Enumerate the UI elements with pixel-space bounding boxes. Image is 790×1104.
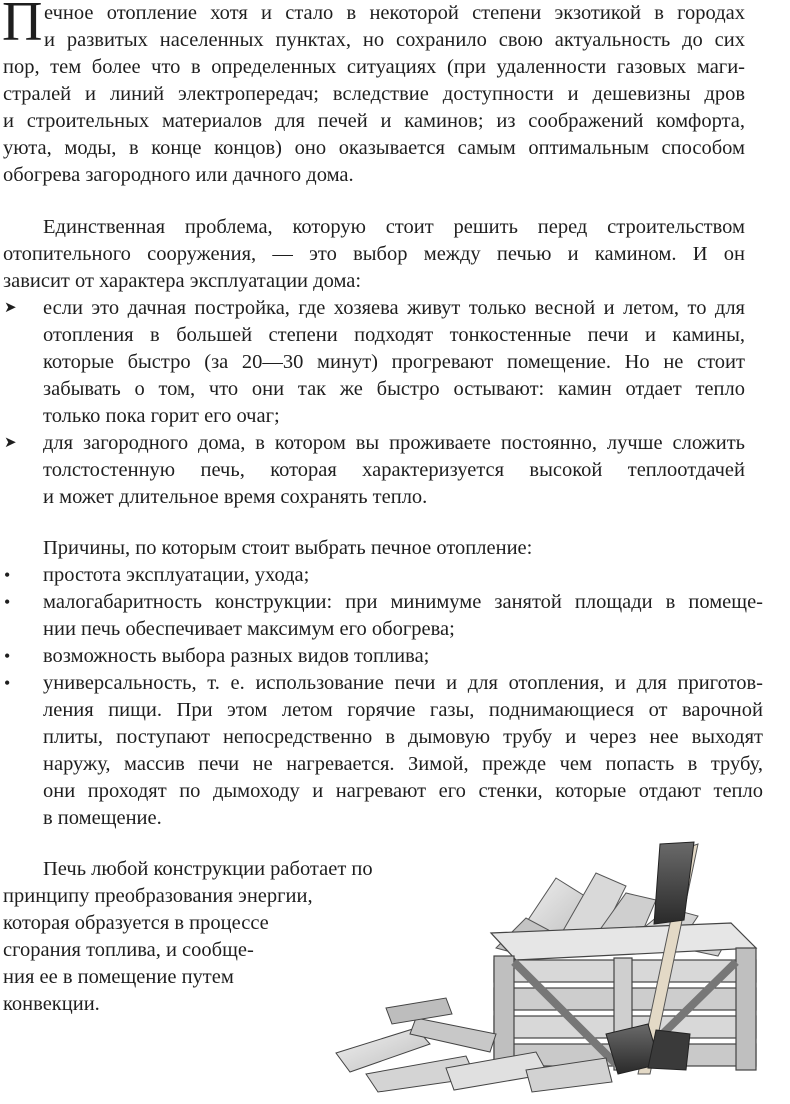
paragraph-line: и развитых населенных пунктах, но сохранило свою актуальность до сих — [44, 29, 745, 51]
firewood-axe-illustration — [326, 838, 774, 1096]
drop-cap: П — [2, 0, 43, 53]
bullet-icon: • — [4, 565, 11, 585]
list-item-line: универсальность, т. е. использование печи и для отопления, и для приготов- — [43, 672, 763, 694]
arrow-bullet-icon: ➤ — [4, 435, 17, 451]
list-item-line: если это дачная постройка, где хозяева живут только весной и летом, то для — [43, 297, 745, 319]
arrow-bullet-icon: ➤ — [4, 300, 17, 316]
paragraph-line: которая образуется в процессе — [3, 912, 269, 934]
list-item-line: толстостенную печь, которая характеризуется высокой теплоотдачей — [43, 459, 745, 481]
bullet-icon: • — [4, 646, 11, 666]
paragraph-line: стралей и линий электропередач; вследствие доступности и дешевизны дров — [3, 83, 745, 105]
paragraph-line: Причины, по которым стоит выбрать печное отопление: — [43, 537, 533, 559]
paragraph-line: принципу преобразования энергии, — [3, 885, 313, 907]
list-item-line: и может длительное время сохранять тепло. — [43, 486, 428, 508]
paragraph-line: уюта, моды, в конце концов) оно оказывается самым оптимальным способом — [3, 137, 745, 159]
paragraph-line: Печь любой конструкции работает по — [43, 858, 373, 880]
paragraph-line: пор, тем более что в определенных ситуациях (при удаленности газовых маги- — [3, 56, 745, 78]
list-item-line: возможность выбора разных видов топлива; — [43, 645, 430, 667]
list-item-line: они проходят по дымоходу и нагревают его стенки, которые отдают тепло — [43, 780, 763, 802]
paragraph-line: зависит от характера эксплуатации дома: — [3, 270, 362, 292]
bullet-icon: • — [4, 592, 11, 612]
paragraph-line: отопительного сооружения, — это выбор между печью и камином. И он — [3, 243, 745, 265]
list-item-line: малогабаритность конструкции: при минимуме занятой площади в помеще- — [43, 591, 763, 613]
list-item-line: плиты, поступают непосредственно в дымовую трубу и через нее выходят — [43, 726, 763, 748]
list-item-line: простота эксплуатации, ухода; — [43, 564, 310, 586]
paragraph-line: Единственная проблема, которую стоит решить перед строительством — [43, 216, 745, 238]
list-item-line: отопления в большей степени подходят тонкостенные печи и камины, — [43, 324, 745, 346]
paragraph-line: ния ее в помещение путем — [3, 966, 234, 988]
list-item-line: в помещение. — [43, 807, 162, 829]
list-item-line: нии печь обеспечивает максимум его обогрева; — [43, 618, 455, 640]
paragraph-line: обогрева загородного или дачного дома. — [3, 164, 354, 186]
list-item-line: забывать о том, что они так же быстро остывают: камин отдает тепло — [43, 378, 745, 400]
list-item-line: ления пищи. При этом летом горячие газы, поднимающиеся от варочной — [43, 699, 763, 721]
list-item-line: только пока горит его очаг; — [43, 405, 280, 427]
bullet-icon: • — [4, 673, 11, 693]
paragraph-line: ечное отопление хотя и стало в некоторой степени экзотикой в городах — [44, 2, 745, 24]
paragraph-line: сгорания топлива, и сообще- — [3, 939, 254, 961]
paragraph-line: конвекции. — [3, 993, 100, 1015]
list-item-line: наружу, массив печи не нагревается. Зимой, прежде чем попасть в трубу, — [43, 753, 763, 775]
list-item-line: для загородного дома, в котором вы проживаете постоянно, лучше сложить — [43, 432, 745, 454]
paragraph-line: и строительных материалов для печей и каминов; из соображений комфорта, — [3, 110, 745, 132]
list-item-line: которые быстро (за 20—30 минут) прогревают помещение. Но не стоит — [43, 351, 745, 373]
